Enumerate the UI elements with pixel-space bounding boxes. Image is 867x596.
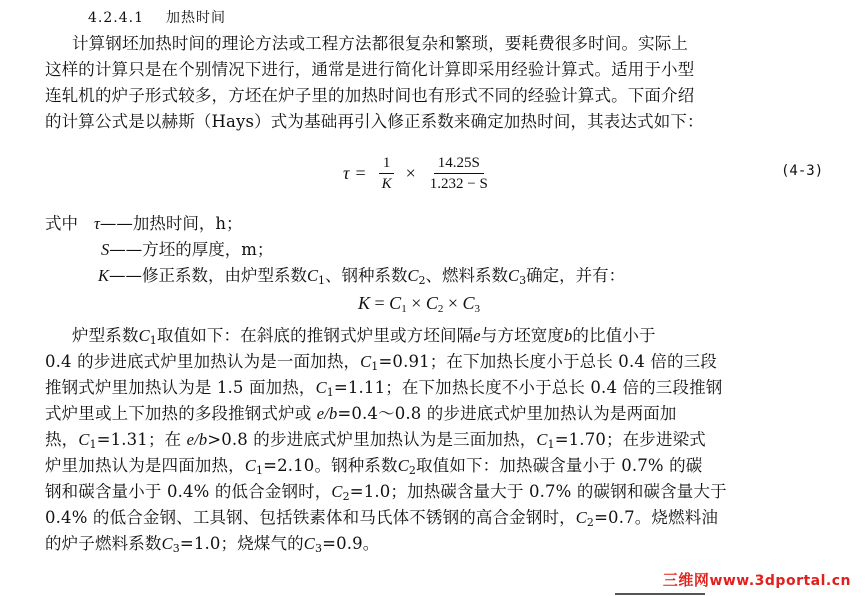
def-k-text-a: ——修正系数，由炉型系数 — [109, 266, 308, 285]
p2l5-c1b-sub: 1 — [547, 438, 555, 451]
p2l1-c1: C — [138, 326, 150, 345]
k2-c2: C — [425, 293, 438, 313]
equation-number: (4-3) — [781, 163, 824, 179]
p2l9-v: =1.0；烧煤气的 — [179, 534, 304, 553]
p2l5-c1-sub: 1 — [89, 438, 97, 451]
p2l2-v: =0.91；在下加热长度小于总长 0.4 倍的三段 — [378, 352, 717, 371]
para2-line-8 — [45, 508, 718, 533]
k2-c2-sub: 2 — [437, 303, 444, 315]
p2l1-b: 取值如下：在斜底的推钢式炉里或方坯间隔 — [156, 326, 474, 345]
formula-equals: = — [355, 162, 366, 183]
formula-tau: τ — [343, 162, 350, 183]
p2l2-c1-sub: 1 — [371, 360, 379, 373]
p2l5-c1: C — [78, 430, 90, 449]
p2l3-a: 推钢式炉里加热认为是 1.5 面加热， — [45, 378, 316, 397]
fraction-hays-numerator: 14.25S — [434, 154, 484, 174]
fraction-hays — [426, 154, 492, 193]
cut-off-next-line — [585, 590, 725, 596]
k2-times-2: × — [443, 293, 463, 313]
c2-symbol: C — [407, 266, 419, 285]
def-line-k — [98, 266, 625, 291]
p2l1-c: 与方坯宽度 — [480, 326, 565, 345]
fraction-1-over-k — [378, 154, 396, 193]
p2l5-c1b: C — [536, 430, 548, 449]
intro-line-3: 连轧机的炉子形式较多，方坯在炉子里的加热时间也有形式不同的经验计算式。下面介绍 — [45, 86, 695, 105]
para2-line-3 — [45, 378, 722, 403]
p2l1-c1-sub: 1 — [149, 334, 157, 347]
p2l2-c1: C — [360, 352, 372, 371]
p2l4-eb: e/b — [316, 404, 338, 423]
k-product-formula — [358, 293, 480, 315]
p2l9-c3-sub: 3 — [172, 542, 180, 555]
p2l6-c2: C — [397, 456, 409, 475]
p2l8-v: =0.7。烧燃料油 — [594, 508, 718, 527]
p2l9-c3b: C — [303, 534, 315, 553]
c2-subscript: 2 — [418, 274, 426, 287]
c1-subscript: 1 — [318, 274, 326, 287]
formula-times: × — [405, 162, 416, 183]
c3-symbol: C — [508, 266, 520, 285]
p2l4-a: 式炉里或上下加热的多段推钢式炉或 — [45, 404, 317, 423]
para2-line-2 — [45, 352, 717, 377]
c3-subscript: 3 — [519, 274, 527, 287]
intro-line-1: 计算钢坯加热时间的理论方法或工程方法都很复杂和繁琐，要耗费很多时间。实际上 — [72, 34, 689, 53]
p2l3-c1: C — [315, 378, 327, 397]
p2l9-c3: C — [161, 534, 173, 553]
para2-line-1 — [72, 326, 656, 351]
para2-line-5 — [45, 430, 706, 455]
k2-c3: C — [462, 293, 475, 313]
site-watermark — [663, 569, 851, 590]
para2-line-9 — [45, 534, 379, 559]
intro-line-2: 这样的计算只是在个别情况下进行，通常是进行简化计算即采用经验计算式。适用于小型 — [45, 60, 695, 79]
p2l6-c2-sub: 2 — [408, 464, 417, 477]
p2l1-e: e — [473, 326, 481, 345]
k2-equals: = — [370, 293, 390, 313]
def-s-text: ——方坯的厚度，m； — [109, 240, 274, 259]
p2l8-a: 0.4% 的低合金钢、工具钢、包括铁素体和马氏体不锈钢的高合金钢时， — [45, 508, 576, 527]
p2l5-eb: e/b — [186, 430, 208, 449]
p2l5-a: 热， — [45, 430, 79, 449]
p2l6-c1: C — [244, 456, 256, 475]
def-lead: 式中 — [45, 214, 78, 233]
p2l1-a: 炉型系数 — [72, 326, 139, 345]
p2l9-b: =0.9。 — [322, 534, 380, 553]
p2l1-d: 的比值小于 — [572, 326, 656, 345]
fraction-1-numerator: 1 — [379, 154, 395, 174]
def-k-text-c: 、燃料系数 — [425, 266, 509, 285]
p2l7-v: =1.0；加热碳含量大于 0.7% 的碳钢和碳含量大于 — [349, 482, 727, 501]
p2l3-v: =1.11；在下加热长度不小于总长 0.4 倍的三段推钢 — [333, 378, 723, 397]
p2l8-c2: C — [575, 508, 587, 527]
heating-time-formula — [343, 148, 498, 198]
def-tau-text: ——加热时间，h； — [99, 214, 243, 233]
fraction-1-denominator: K — [381, 175, 392, 192]
k2-times-1: × — [406, 293, 426, 313]
watermark-url: www.3dportal.cn — [709, 573, 851, 589]
k2-c1-sub: 1 — [401, 303, 407, 315]
fraction-hays-denominator: 1.232 − S — [429, 175, 488, 192]
def-s-symbol: S — [101, 240, 110, 259]
p2l5-v2: =1.70；在步进梁式 — [554, 430, 706, 449]
p2l6-c1-sub: 1 — [255, 464, 264, 477]
para2-line-7 — [45, 482, 727, 507]
p2l6-b: 取值如下：加热碳含量小于 0.7% 的碳 — [416, 456, 703, 475]
p2l9-a: 的炉子燃料系数 — [45, 534, 162, 553]
intro-line-4: 的计算公式是以赫斯（Hays）式为基础再引入修正系数来确定加热时间，其表达式如下： — [45, 112, 704, 131]
p2l5-b: >0.8 的步进底式炉里加热认为是三面加热， — [207, 430, 537, 449]
def-k-text-b: 、钢种系数 — [325, 266, 408, 285]
p2l3-c1-sub: 1 — [326, 386, 334, 399]
def-line-s — [101, 240, 273, 260]
def-line-tau — [45, 214, 243, 234]
p2l8-c2-sub: 2 — [586, 516, 595, 529]
p2l1-bvar: b — [564, 326, 573, 345]
p2l6-v: =2.10。钢种系数 — [263, 456, 398, 475]
c1-symbol: C — [307, 266, 319, 285]
p2l2-a: 0.4 的步进底式炉里加热认为是一面加热， — [45, 352, 361, 371]
section-number: 4.2.4.1 — [88, 10, 144, 26]
k2-c3-sub: 3 — [474, 303, 481, 315]
p2l9-c3b-sub: 3 — [314, 542, 323, 555]
p2l7-c2: C — [331, 482, 343, 501]
p2l6-a: 炉里加热认为是四面加热， — [45, 456, 245, 475]
section-heading — [88, 8, 226, 28]
p2l7-c2-sub: 2 — [342, 490, 350, 503]
section-title: 加热时间 — [165, 10, 226, 26]
def-tau-symbol: τ — [94, 214, 100, 233]
para2-line-6 — [45, 456, 702, 481]
def-k-symbol: K — [98, 266, 110, 285]
p2l4-b: =0.4～0.8 的步进底式炉里加热认为是两面加 — [337, 404, 677, 423]
para2-line-4 — [45, 404, 677, 424]
k2-c1: C — [389, 293, 402, 313]
k2-symbol: K — [358, 293, 371, 313]
watermark-cn: 三维网 — [662, 571, 710, 589]
p2l7-a: 钢和碳含量小于 0.4% 的低合金钢时， — [45, 482, 332, 501]
def-k-text-d: 确定，并有： — [526, 266, 626, 285]
p2l5-v: =1.31；在 — [96, 430, 187, 449]
